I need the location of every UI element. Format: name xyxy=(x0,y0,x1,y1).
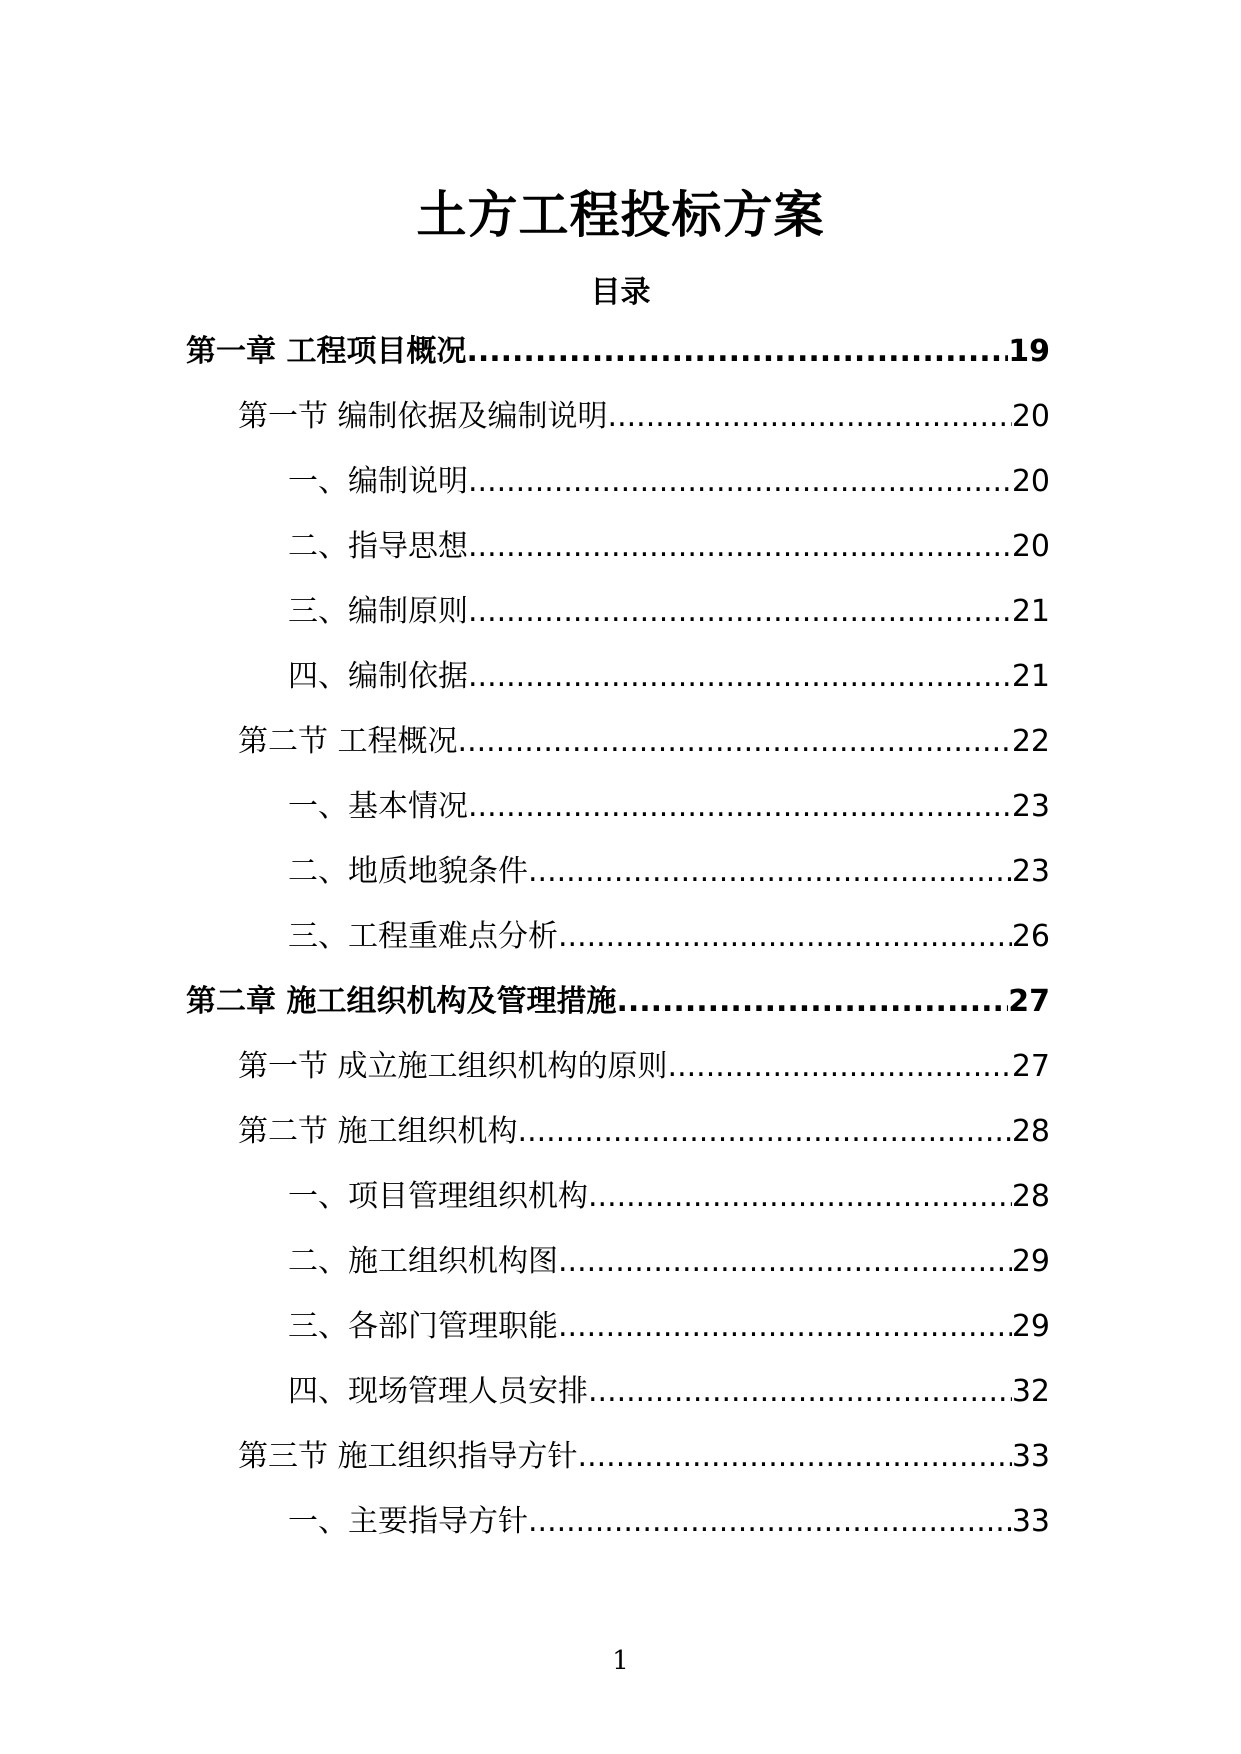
toc-entry-label: 第二节 工程概况 xyxy=(238,724,458,759)
toc-dot-leader xyxy=(468,461,1012,503)
toc-entry-label: 一、基本情况 xyxy=(288,789,468,824)
toc-entry-item[interactable] xyxy=(0,526,1050,591)
toc-entry-label: 二、施工组织机构图 xyxy=(288,1244,558,1279)
toc-dot-leader xyxy=(558,1306,1012,1348)
toc-dot-leader xyxy=(458,721,1012,763)
page-number: 1 xyxy=(612,1646,629,1676)
toc-entry-item[interactable] xyxy=(0,591,1050,656)
toc-entry-page: 28 xyxy=(1011,1179,1050,1214)
toc-entry-section[interactable] xyxy=(0,396,1050,461)
toc-entry-label: 三、工程重难点分析 xyxy=(288,919,558,954)
toc-entry-label: 四、编制依据 xyxy=(288,659,468,694)
toc-dot-leader xyxy=(616,981,1008,1023)
toc-dot-leader xyxy=(468,591,1012,633)
toc-dot-leader xyxy=(528,1501,1012,1543)
toc-entry-page: 20 xyxy=(1011,464,1050,499)
toc-dot-leader xyxy=(608,396,1012,438)
toc-dot-leader xyxy=(468,526,1012,568)
toc-entry-item[interactable] xyxy=(0,1176,1050,1241)
toc-dot-leader xyxy=(468,656,1012,698)
toc-entry-item[interactable] xyxy=(0,1371,1050,1436)
toc-heading: 目录 xyxy=(590,275,651,310)
toc-entry-item[interactable] xyxy=(0,1306,1050,1371)
toc-dot-leader xyxy=(558,916,1012,958)
toc-dot-leader xyxy=(558,1241,1012,1283)
toc-entry-chapter[interactable] xyxy=(0,331,1050,396)
toc-entry-page: 21 xyxy=(1011,659,1050,694)
toc-entry-page: 27 xyxy=(1011,1049,1050,1084)
toc-entry-section[interactable] xyxy=(0,1111,1050,1176)
toc-dot-leader xyxy=(578,1436,1012,1478)
toc-entry-label: 一、项目管理组织机构 xyxy=(288,1179,588,1214)
toc-entry-section[interactable] xyxy=(0,1436,1050,1501)
toc-entry-page: 21 xyxy=(1011,594,1050,629)
toc-entry-label: 第一节 成立施工组织机构的原则 xyxy=(238,1049,668,1084)
toc-entry-label: 第一节 编制依据及编制说明 xyxy=(238,399,608,434)
toc-entry-page: 23 xyxy=(1011,789,1050,824)
toc-entry-item[interactable] xyxy=(0,916,1050,981)
toc-entry-item[interactable] xyxy=(0,656,1050,721)
document-title: 土方工程投标方案 xyxy=(416,186,825,244)
toc-entry-label: 第三节 施工组织指导方针 xyxy=(238,1439,578,1474)
toc-entry-page: 32 xyxy=(1011,1374,1050,1409)
toc-entry-label: 一、编制说明 xyxy=(288,464,468,499)
toc-entry-page: 19 xyxy=(1008,334,1050,369)
toc-entry-label: 四、现场管理人员安排 xyxy=(288,1374,588,1409)
toc-entry-label: 第二节 施工组织机构 xyxy=(238,1114,518,1149)
toc-entry-item[interactable] xyxy=(0,786,1050,851)
toc-dot-leader xyxy=(668,1046,1012,1088)
toc-entry-item[interactable] xyxy=(0,461,1050,526)
toc-dot-leader xyxy=(588,1371,1012,1413)
toc-entry-page: 20 xyxy=(1011,399,1050,434)
toc-entry-page: 33 xyxy=(1011,1504,1050,1539)
toc-entry-label: 第二章 施工组织机构及管理措施 xyxy=(186,984,617,1019)
toc-entry-page: 28 xyxy=(1011,1114,1050,1149)
toc-dot-leader xyxy=(588,1176,1012,1218)
toc-entry-item[interactable] xyxy=(0,1241,1050,1306)
toc-entry-page: 22 xyxy=(1011,724,1050,759)
toc-entry-page: 20 xyxy=(1011,529,1050,564)
toc-entry-page: 29 xyxy=(1011,1309,1050,1344)
toc-entry-label: 二、地质地貌条件 xyxy=(288,854,528,889)
toc-entry-chapter[interactable] xyxy=(0,981,1050,1046)
toc-entry-label: 三、各部门管理职能 xyxy=(288,1309,558,1344)
toc-entry-section[interactable] xyxy=(0,721,1050,786)
toc-entry-section[interactable] xyxy=(0,1046,1050,1111)
toc-dot-leader xyxy=(466,331,1008,373)
toc-entry-item[interactable] xyxy=(0,1501,1050,1566)
toc-entry-page: 26 xyxy=(1011,919,1050,954)
toc-dot-leader xyxy=(518,1111,1012,1153)
table-of-contents xyxy=(0,331,1241,1566)
toc-dot-leader xyxy=(528,851,1012,893)
toc-entry-page: 33 xyxy=(1011,1439,1050,1474)
toc-entry-label: 三、编制原则 xyxy=(288,594,468,629)
toc-entry-page: 27 xyxy=(1008,984,1050,1019)
toc-entry-page: 23 xyxy=(1011,854,1050,889)
toc-entry-label: 二、指导思想 xyxy=(288,529,468,564)
toc-entry-label: 第一章 工程项目概况 xyxy=(186,334,467,369)
toc-entry-label: 一、主要指导方针 xyxy=(288,1504,528,1539)
toc-entry-page: 29 xyxy=(1011,1244,1050,1279)
toc-dot-leader xyxy=(468,786,1012,828)
toc-entry-item[interactable] xyxy=(0,851,1050,916)
